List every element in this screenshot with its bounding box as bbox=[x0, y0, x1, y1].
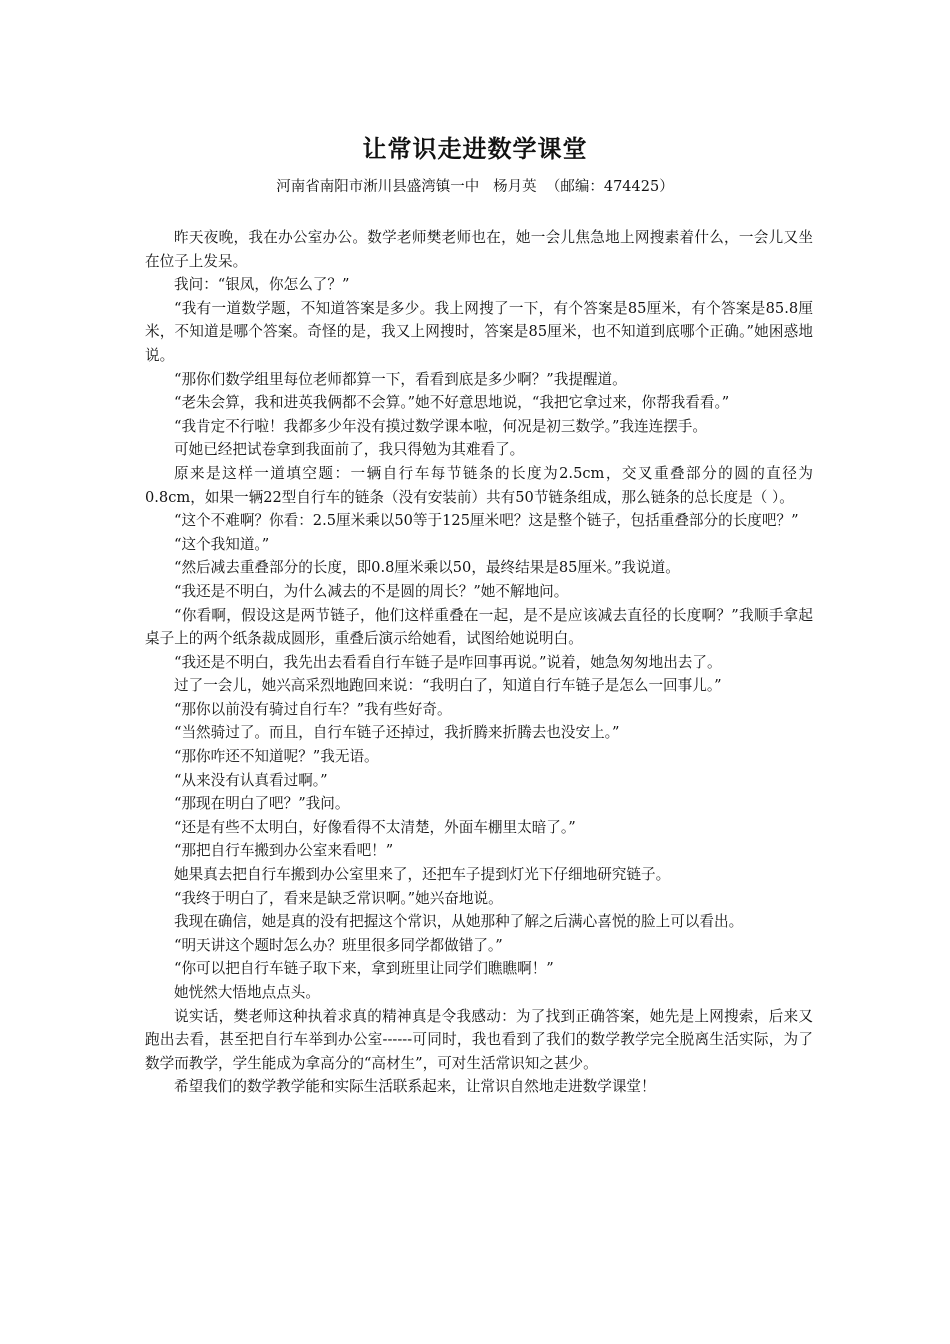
paragraph: “我还是不明白，为什么减去的不是圆的周长？”她不解地问。 bbox=[174, 582, 569, 600]
paragraph: “你可以把自行车链子取下来，拿到班里让同学们瞧瞧啊！” bbox=[174, 960, 554, 978]
paragraph: “当然骑过了。而且，自行车链子还掉过，我折腾来折腾去也没安上。” bbox=[174, 724, 620, 742]
paragraph: “这个不难啊？你看：2.5厘米乘以50等于125厘米吧？这是整个链子，包括重叠部分的长度吧？” bbox=[174, 512, 799, 530]
paragraph: 昨天夜晚，我在办公室办公。数学老师樊老师也在，她一会儿焦急地上网搜素着什么，一会儿又坐在位子上发呆。 bbox=[145, 229, 813, 270]
paragraph: 她恍然大悟地点点头。 bbox=[174, 984, 320, 1001]
paragraph: “你看啊，假设这是两节链子，他们这样重叠在一起，是不是应该减去直径的长度啊？”我顺手拿起桌子上的两个纸条裁成圆形，重叠后演示给她看，试图给她说明白。 bbox=[145, 606, 813, 648]
paragraph: “然后减去重叠部分的长度，即0.8厘米乘以50，最终结果是85厘米。”我说道。 bbox=[174, 559, 680, 577]
paragraph: 她果真去把自行车搬到办公室里来了，还把车子提到灯光下仔细地研究链子。 bbox=[174, 866, 671, 884]
paragraph: “我肯定不行啦！我都多少年没有摸过数学课本啦，何况是初三数学。”我连连摆手。 bbox=[174, 417, 707, 435]
paragraph: “那你咋还不知道呢？”我无语。 bbox=[174, 748, 379, 766]
paragraph: “老朱会算，我和进英我俩都不会算。”她不好意思地说，“我把它拿过来，你帮我看看。” bbox=[174, 394, 730, 412]
paragraph: 希望我们的数学教学能和实际生活联系起来，让常识自然地走进数学课堂！ bbox=[174, 1078, 656, 1096]
paragraph: 过了一会儿，她兴高采烈地跑回来说：“我明白了，知道自行车链子是怎么一回事儿。” bbox=[174, 677, 722, 695]
paragraph: “我还是不明白，我先出去看看自行车链子是咋回事再说。”说着，她急匆匆地出去了。 bbox=[174, 653, 722, 671]
paragraph: “明天讲这个题时怎么办？班里很多同学都做错了。” bbox=[174, 936, 503, 954]
paragraph: “那现在明白了吧？”我问。 bbox=[174, 795, 350, 813]
paragraph: 原来是这样一道填空题：一辆自行车每节链条的长度为2.5cm，交叉重叠部分的圆的直径为0.8cm，如果一辆22型自行车的链条（没有安装前）共有50节链条组成，那么链条的总长度是（ ）。 bbox=[145, 464, 813, 506]
document-body bbox=[145, 226, 813, 1099]
paragraph: “那你以前没有骑过自行车？”我有些好奇。 bbox=[174, 700, 452, 718]
paragraph: “那把自行车搬到办公室来看吧！” bbox=[174, 842, 394, 860]
paragraph: “这个我知道。” bbox=[174, 535, 270, 553]
paragraph: “那你们数学组里每位老师都算一下，看看到底是多少啊？”我提醒道。 bbox=[174, 370, 627, 388]
paragraph: 说实话，樊老师这种执着求真的精神真是令我感动：为了找到正确答案，她先是上网搜索，后来又跑出去看，甚至把自行车举到办公室------可同时，我也看到了我们的数学教学完全脱离生活实际，为了数学而教学，学生能成为拿高分的“高材生”，可对生活常识知之甚少。 bbox=[145, 1007, 813, 1072]
paragraph: 我现在确信，她是真的没有把握这个常识，从她那种了解之后满心喜悦的脸上可以看出。 bbox=[174, 913, 744, 931]
author-byline: 河南省南阳市淅川县盛湾镇一中 杨月英 （邮编：474425） bbox=[276, 179, 674, 195]
paragraph: “还是有些不太明白，好像看得不太清楚，外面车棚里太暗了。” bbox=[174, 818, 576, 836]
paragraph: 可她已经把试卷拿到我面前了，我只得勉为其难看了。 bbox=[174, 441, 525, 459]
paragraph: “从来没有认真看过啊。” bbox=[174, 771, 328, 789]
paragraph: 我问：“银凤，你怎么了？” bbox=[174, 276, 350, 294]
paragraph: “我终于明白了，看来是缺乏常识啊。”她兴奋地说。 bbox=[174, 889, 503, 907]
paragraph: “我有一道数学题，不知道答案是多少。我上网搜了一下，有个答案是85厘米，有个答案是85.8厘米，不知道是哪个答案。奇怪的是，我又上网搜时，答案是85厘米，也不知道到底哪个正确。”她困惑地说。 bbox=[145, 299, 813, 364]
document-title: 让常识走进数学课堂 bbox=[362, 134, 588, 163]
